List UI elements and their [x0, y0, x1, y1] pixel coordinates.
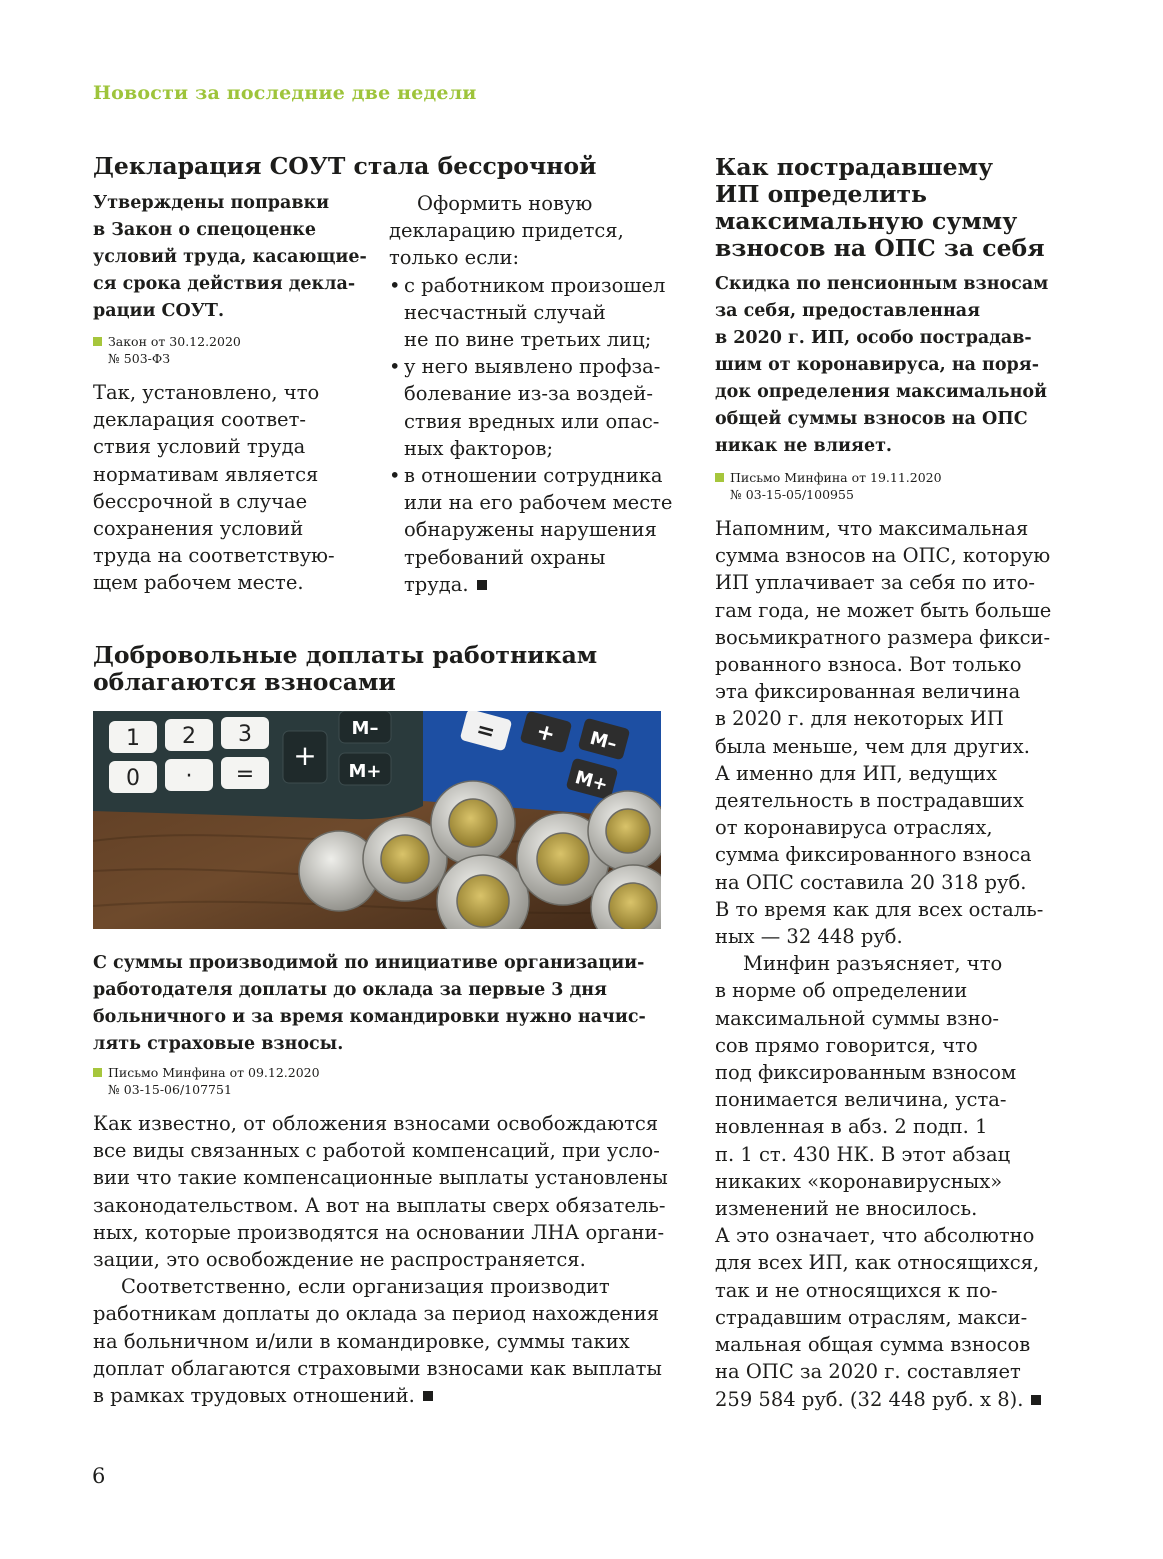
- end-mark-icon: [1031, 1395, 1041, 1405]
- end-mark-icon: [477, 580, 487, 590]
- article3-source: Письмо Минфина от 19.11.2020 № 03-15-05/100955: [715, 469, 942, 503]
- article3-body: Напомним, что максимальная сумма взносов на ОПС, которую ИП уплачивает за себя по ито- гам года, не может быть больше восьмикратного размера фикси- рованного взноса. Вот только эта фиксированная величина в 2020 г. для некоторых ИП была меньше, чем для других. А именно для ИП, ведущих деятельность в пострадавших от коронавируса отраслях, сумма фиксированного взноса на ОПС составила 20 318 руб. В то время как для всех осталь- ных — 32 448 руб. Минфин разъясняет, что в норме об определении максимальной суммы взно- сов прямо говорится, что под фиксированным взносом понимается величина, уста- новленная в абз. 2 подп. 1 п. 1 ст. 430 НК. В этот абзац никаких «коронавирусных» изменений не вносилось. А это означает, что абсолютно для всех ИП, как относящихся, так и не относящихся к по- страдавшим отраслям, макси- мальная общая сумма взносов на ОПС за 2020 г. составляет 259 584 руб. (32 448 руб. х 8).: [715, 517, 1052, 1411]
- svg-text:=: =: [235, 762, 255, 787]
- svg-text:=: =: [473, 716, 498, 746]
- svg-text:0: 0: [126, 766, 140, 791]
- article2-title: Добровольные доплаты работникам облагаются взносами: [93, 641, 598, 696]
- article1-title: Декларация СОУТ стала бессрочной: [93, 152, 597, 180]
- svg-text:M+: M+: [348, 761, 382, 782]
- svg-text:·: ·: [185, 764, 193, 789]
- bullet-item: • с работником произошел несчастный случай не по вине третьих лиц;: [389, 273, 666, 352]
- svg-text:M+: M+: [572, 767, 611, 796]
- source-marker-icon: [93, 337, 102, 346]
- page-number: 6: [92, 1464, 106, 1488]
- article1-lead: Утверждены поправки в Закон о спецоценке условий труда, касающие- ся срока действия декла- рации СОУТ.: [93, 193, 367, 321]
- article2-body: Как известно, от обложения взносами освобождаются все виды связанных с работой компенсаций, при усло- вии что такие компенсационные выплаты установлены законодательством. А вот на выплаты сверх обязатель- ных, которые производятся на основании ЛНА органи- зации, это освобождение не распространяется. Соответственно, если организация производит работникам доплаты до оклада за период нахождения на больничном и/или в командировке, суммы таких доплат облагаются страховыми взносами как выплаты в рамках трудовых отношений.: [93, 1112, 668, 1408]
- section-heading: Новости за последние две недели: [93, 82, 477, 104]
- article3-title: Как пострадавшему ИП определить максимальную сумму взносов на ОПС за себя: [715, 153, 1045, 262]
- article2-source: Письмо Минфина от 09.12.2020 № 03-15-06/107751: [93, 1064, 320, 1098]
- article2-lead: С суммы производимой по инициативе организации- работодателя доплаты до оклада за первые 3 дня больничного и за время командировки нужно начис- лять страховые взносы.: [93, 953, 646, 1054]
- source-marker-icon: [715, 473, 724, 482]
- svg-text:2: 2: [182, 724, 196, 749]
- svg-text:+: +: [293, 739, 317, 772]
- article1-source: Закон от 30.12.2020 № 503-ФЗ: [93, 333, 241, 367]
- article3-lead: Скидка по пенсионным взносам за себя, предоставленная в 2020 г. ИП, особо пострадав- шим от коронавируса, на поря- док определения максимальной общей суммы взносов на ОПС никак не влияет.: [715, 274, 1049, 456]
- bullet-item: • в отношении сотрудника или на его рабочем месте обнаружены нарушения требований охраны труда.: [389, 464, 673, 596]
- end-mark-icon: [423, 1391, 433, 1401]
- svg-text:3: 3: [238, 722, 252, 747]
- svg-text:M–: M–: [587, 727, 620, 756]
- article1-body: Так, установлено, что декларация соответ- ствия условий труда нормативам является бессрочной в случае сохранения условий труда на соответствую- щем рабочем месте.: [93, 381, 335, 595]
- svg-text:1: 1: [126, 726, 140, 751]
- article1-conditions: Оформить новую декларацию придется, только если: • с работником произошел несчастный случай не по вине третьих лиц; • у него выявлено профза- болевание из-за воздей- ствия вредных или опас- ных факторов; • в отношении сотрудника или на его рабочем месте обнаружены нарушения требований охраны труда.: [389, 190, 664, 598]
- bullet-item: • у него выявлено профза- болевание из-за воздей- ствия вредных или опас- ных факторов;: [389, 355, 661, 460]
- svg-text:+: +: [533, 718, 558, 748]
- source-marker-icon: [93, 1068, 102, 1077]
- calculators-and-coins-photo: [93, 711, 661, 929]
- svg-text:M–: M–: [351, 718, 379, 739]
